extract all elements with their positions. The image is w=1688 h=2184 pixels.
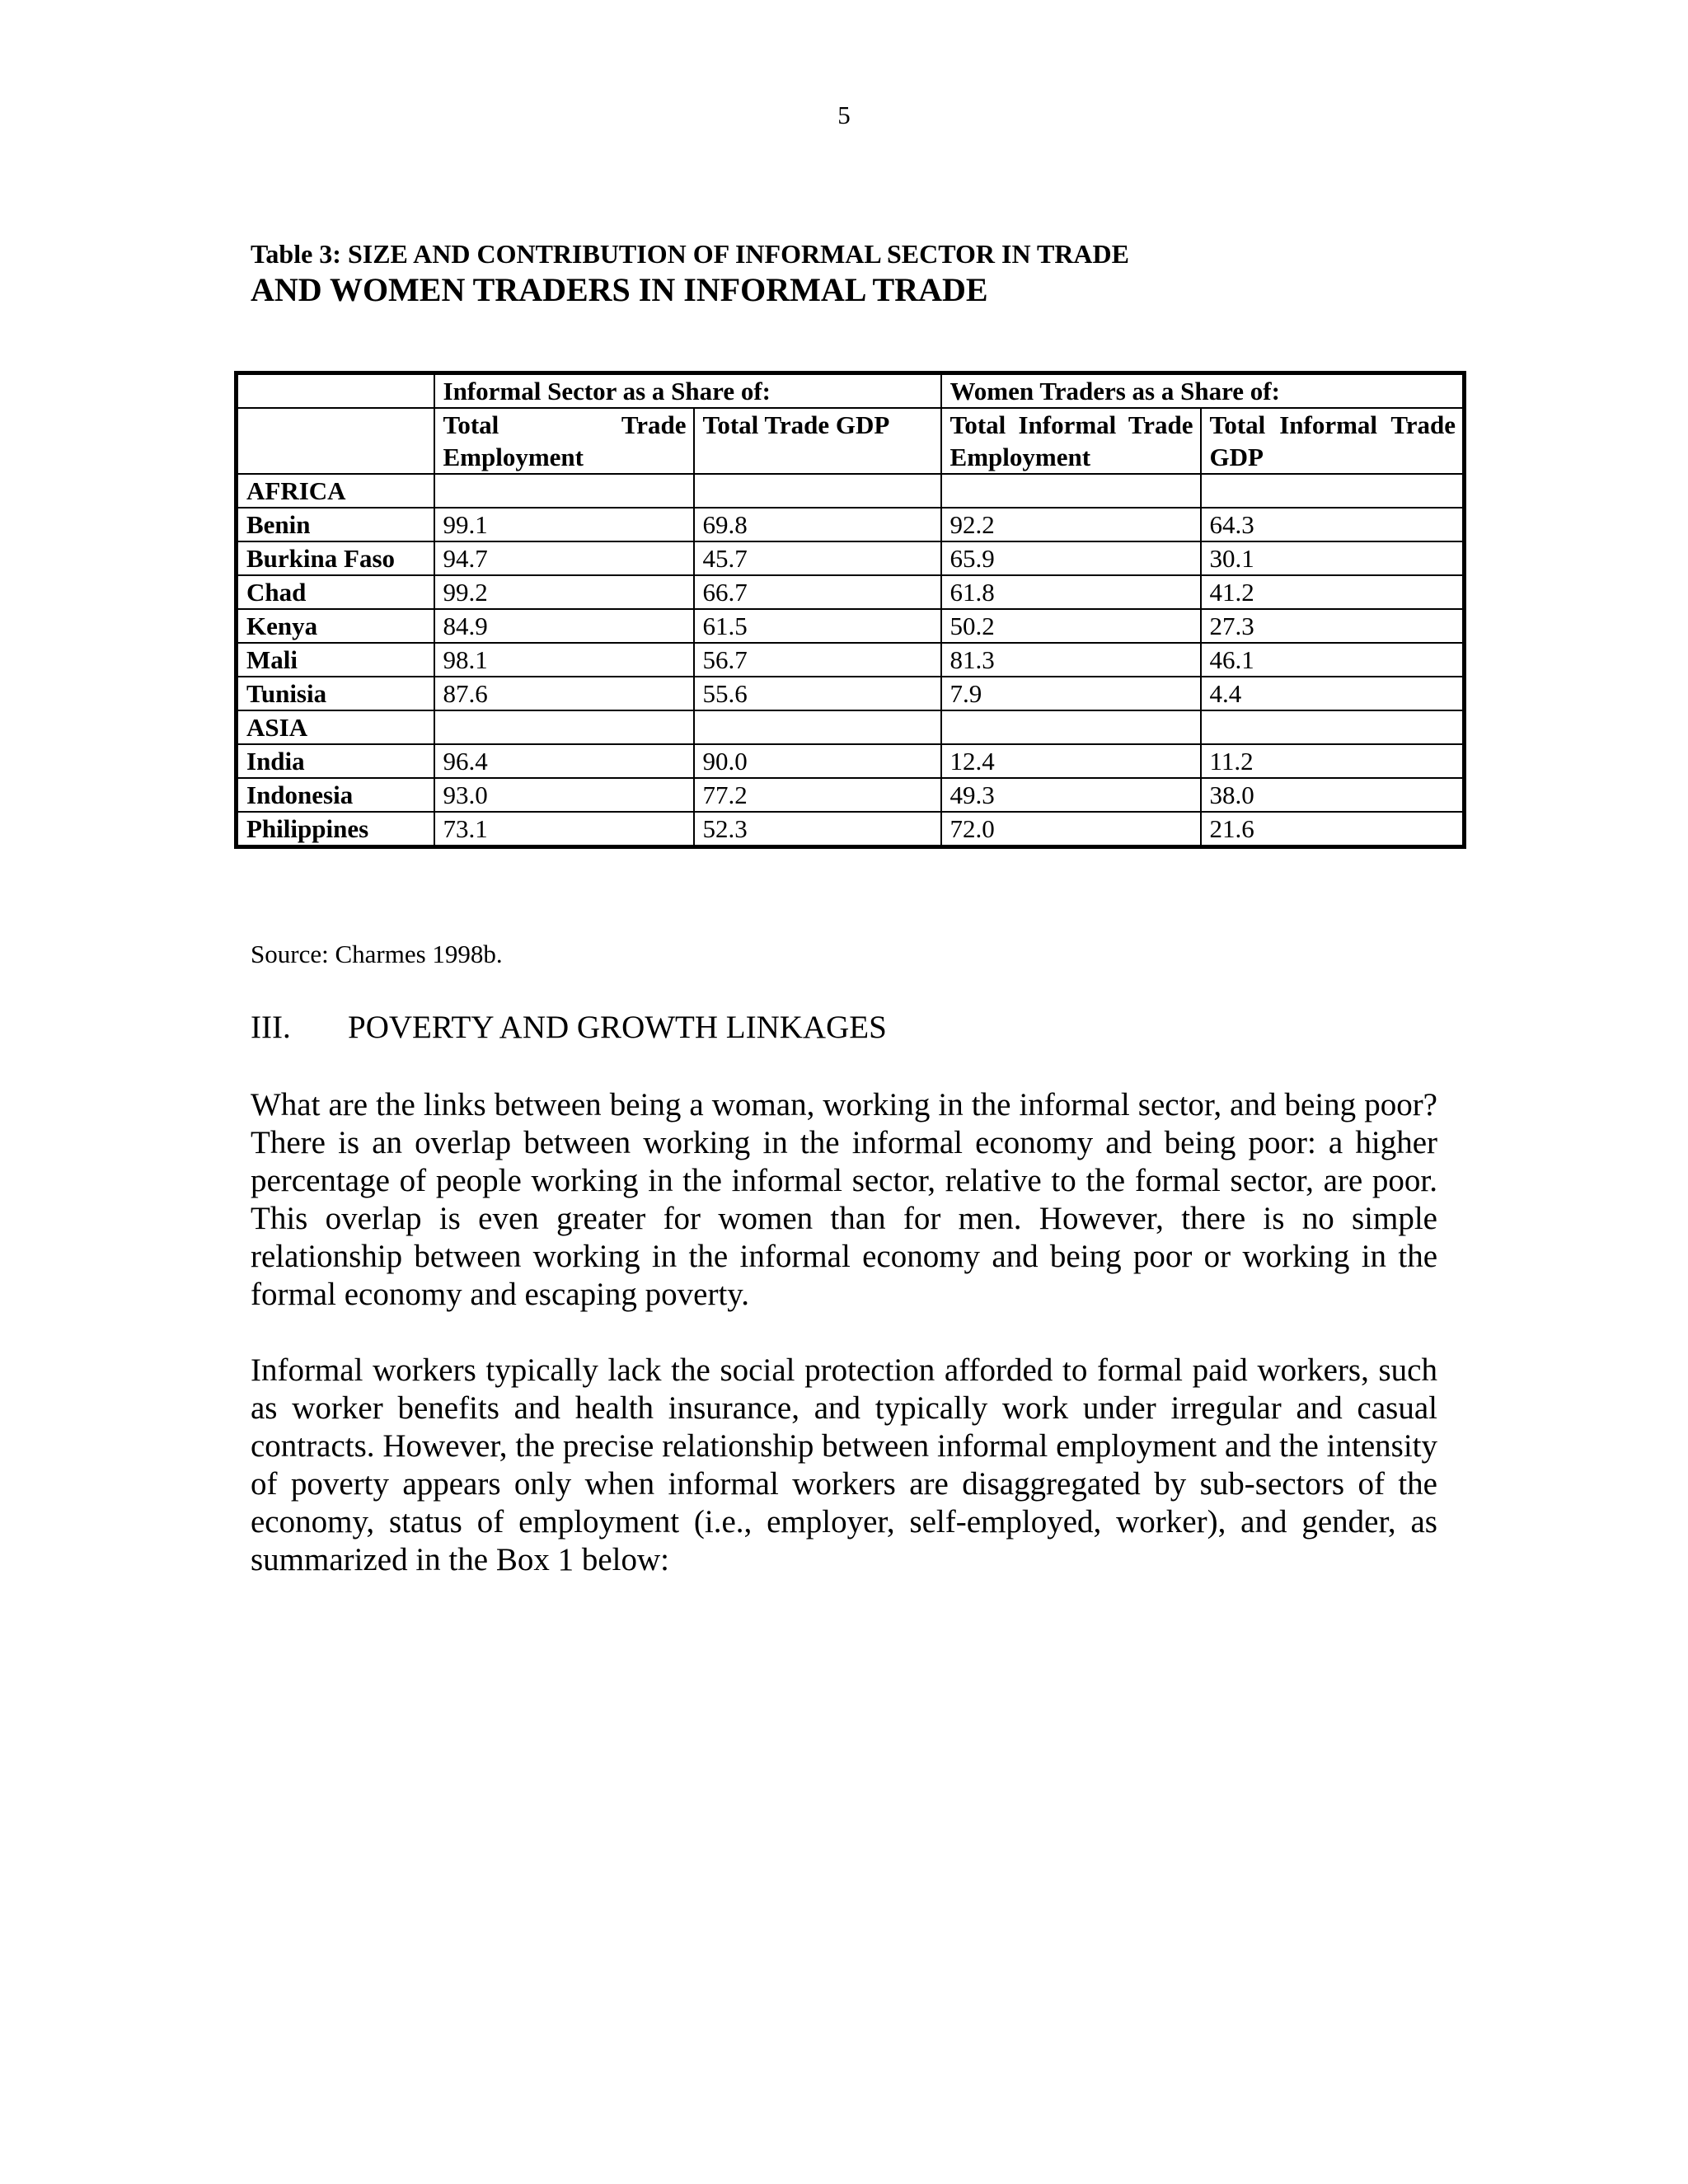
table-corner-cell (237, 373, 434, 409)
country-label: Tunisia (237, 677, 434, 710)
table-cell: 56.7 (694, 643, 941, 677)
table-cell: 65.9 (941, 541, 1201, 575)
table-cell (941, 710, 1201, 744)
table-cell (694, 474, 941, 508)
table-cell: 64.3 (1201, 508, 1465, 541)
table-cell: 12.4 (941, 744, 1201, 778)
table-cell: 46.1 (1201, 643, 1465, 677)
table-cell: 93.0 (434, 778, 694, 812)
table-row (237, 812, 1465, 847)
table-cell: 52.3 (694, 812, 941, 847)
table-region-row (237, 710, 1465, 744)
table-cell (941, 474, 1201, 508)
table-title (251, 237, 1487, 310)
country-label: India (237, 744, 434, 778)
table-title-line-2: AND WOMEN TRADERS IN INFORMAL TRADE (251, 271, 988, 308)
region-label: AFRICA (237, 474, 434, 508)
section-number: III. (251, 1010, 291, 1045)
table-cell: 61.8 (941, 575, 1201, 609)
section-heading (251, 1009, 887, 1046)
table-cell: 92.2 (941, 508, 1201, 541)
table-row (237, 778, 1465, 812)
table-cell: 72.0 (941, 812, 1201, 847)
country-label: Philippines (237, 812, 434, 847)
table-cell: 4.4 (1201, 677, 1465, 710)
table-cell: 99.2 (434, 575, 694, 609)
table-cell (434, 710, 694, 744)
table-cell: 7.9 (941, 677, 1201, 710)
table-cell: 96.4 (434, 744, 694, 778)
body-paragraph: What are the links between being a woman, working in the informal sector, and being poor? There is an overlap between working in the informal economy and being poor: a higher percentage of people working in the informal sector, relative to the formal sector, are poor. This overlap is even greater for women than for men. However, there is no simple relationship between working in the informal economy and being poor or working in the formal economy and escaping poverty. (251, 1087, 1437, 1312)
page-number: 5 (837, 101, 851, 129)
table-row (237, 744, 1465, 778)
group-header-women-traders: Women Traders as a Share of: (941, 373, 1465, 409)
table-cell: 90.0 (694, 744, 941, 778)
sub-header-total-trade-gdp: Total Trade GDP (694, 408, 941, 474)
table-source-note: Source: Charmes 1998b. (251, 940, 503, 968)
table-cell: 69.8 (694, 508, 941, 541)
table-cell: 66.7 (694, 575, 941, 609)
group-header-informal-sector: Informal Sector as a Share of: (434, 373, 941, 409)
informal-trade-table (234, 371, 1466, 849)
country-label: Benin (237, 508, 434, 541)
table-row (237, 677, 1465, 710)
table-cell: 73.1 (434, 812, 694, 847)
country-label: Kenya (237, 609, 434, 643)
table-row (237, 508, 1465, 541)
country-label: Indonesia (237, 778, 434, 812)
table-cell: 84.9 (434, 609, 694, 643)
table-cell: 27.3 (1201, 609, 1465, 643)
table-title-line-1: Table 3: SIZE AND CONTRIBUTION OF INFORMAL SECTOR IN TRADE (251, 239, 1129, 269)
region-label: ASIA (237, 710, 434, 744)
table-cell: 94.7 (434, 541, 694, 575)
table-cell: 77.2 (694, 778, 941, 812)
table-sub-header-row (237, 408, 1465, 474)
table-row (237, 575, 1465, 609)
country-label: Chad (237, 575, 434, 609)
table-cell (1201, 474, 1465, 508)
table-cell: 30.1 (1201, 541, 1465, 575)
table-cell: 49.3 (941, 778, 1201, 812)
table-cell: 41.2 (1201, 575, 1465, 609)
table-cell: 99.1 (434, 508, 694, 541)
table-region-row (237, 474, 1465, 508)
table-cell (1201, 710, 1465, 744)
table-corner-cell (237, 408, 434, 474)
table-cell: 11.2 (1201, 744, 1465, 778)
table-cell: 61.5 (694, 609, 941, 643)
country-label: Burkina Faso (237, 541, 434, 575)
table-cell: 81.3 (941, 643, 1201, 677)
table-cell: 50.2 (941, 609, 1201, 643)
table-group-header-row (237, 373, 1465, 409)
table-row (237, 541, 1465, 575)
table-cell: 21.6 (1201, 812, 1465, 847)
body-paragraph: Informal workers typically lack the social protection afforded to formal paid workers, such as worker benefits and health insurance, and typically work under irregular and casual contracts. However, the precise relationship between informal employment and the intensity of poverty appears only when informal workers are disaggregated by sub-sectors of the economy, status of employment (i.e., employer, self-employed, worker), and gender, as summarized in the Box 1 below: (251, 1352, 1437, 1577)
table-cell: 38.0 (1201, 778, 1465, 812)
sub-header-total-informal-trade-gdp: Total Informal Trade GDP (1201, 408, 1465, 474)
table-row (237, 643, 1465, 677)
table-cell: 55.6 (694, 677, 941, 710)
table-cell: 45.7 (694, 541, 941, 575)
table-cell: 87.6 (434, 677, 694, 710)
sub-header-total-informal-trade-employment: Total Informal Trade Employment (941, 408, 1201, 474)
table-cell (434, 474, 694, 508)
table-row (237, 609, 1465, 643)
table-cell: 98.1 (434, 643, 694, 677)
section-title: POVERTY AND GROWTH LINKAGES (348, 1010, 887, 1045)
sub-header-total-trade-employment: Total Trade Employment (434, 408, 694, 474)
table-cell (694, 710, 941, 744)
country-label: Mali (237, 643, 434, 677)
